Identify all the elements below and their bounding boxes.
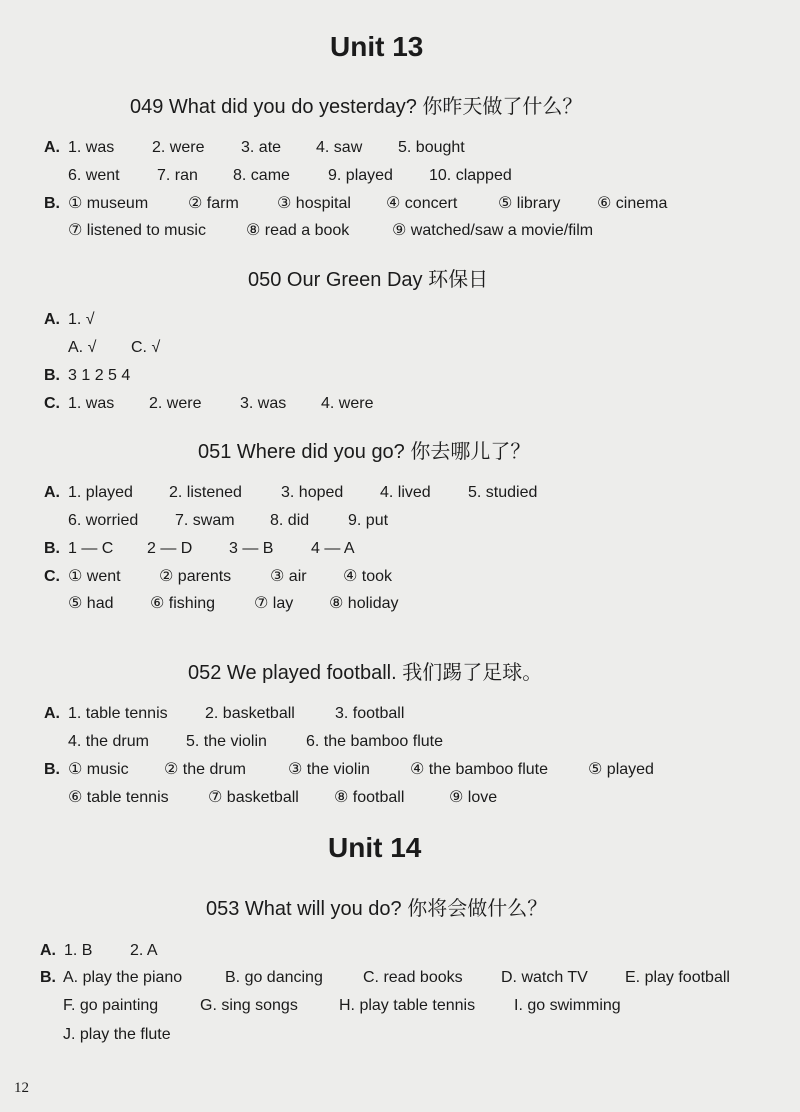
answer-item: 1. played — [68, 484, 133, 501]
answer-item: 3. was — [240, 395, 287, 412]
answer-item: 3 1 2 5 4 — [68, 367, 131, 384]
section-049-b-label: B. — [44, 195, 60, 212]
answer-item: A. √ — [68, 339, 97, 356]
answer-item: C. √ — [131, 339, 161, 356]
answer-item: ⑧ holiday — [329, 595, 399, 612]
answer-item: ① museum — [68, 195, 149, 212]
unit-14-title: Unit 14 — [328, 832, 422, 863]
answer-item: 5. bought — [398, 139, 465, 156]
answer-item: ④ concert — [386, 195, 458, 212]
answer-item: 6. worried — [68, 512, 139, 529]
answer-item: ⑦ listened to music — [68, 222, 206, 239]
section-052-b-label: B. — [44, 761, 60, 778]
answer-item: D. watch TV — [501, 969, 588, 986]
answer-item: 3 — B — [229, 540, 274, 557]
answer-item: 8. did — [270, 512, 310, 529]
section-053-b-label: B. — [40, 969, 56, 986]
section-051-b-label: B. — [44, 540, 60, 557]
answer-item: 2. A — [130, 942, 158, 959]
answer-item: 5. the violin — [186, 733, 267, 750]
answer-item: B. go dancing — [225, 969, 323, 986]
answer-item: 10. clapped — [429, 167, 512, 184]
section-052-a-label: A. — [44, 705, 60, 722]
unit-13-title: Unit 13 — [330, 31, 424, 62]
section-051-a-label: A. — [44, 484, 60, 501]
answer-item: 3. football — [335, 705, 405, 722]
section-050-b-label: B. — [44, 367, 60, 384]
answer-item: 2. were — [152, 139, 205, 156]
answer-item: 6. the bamboo flute — [306, 733, 443, 750]
answer-item: ④ the bamboo flute — [410, 761, 548, 778]
answer-item: ① music — [68, 761, 129, 778]
answer-item: 6. went — [68, 167, 120, 184]
answer-item: C. read books — [363, 969, 463, 986]
answer-item: 1. table tennis — [68, 705, 168, 722]
answer-item: 4 — A — [311, 540, 355, 557]
answer-item: ⑥ fishing — [150, 595, 216, 612]
answer-item: A. play the piano — [63, 969, 183, 986]
answer-item: ⑤ library — [498, 195, 561, 212]
section-052-title: 052 We played football. 我们踢了足球。 — [188, 662, 543, 684]
answer-item: 4. lived — [380, 484, 431, 501]
answer-item: ⑥ cinema — [597, 195, 668, 212]
answer-item: J. play the flute — [63, 1026, 171, 1043]
answer-item: 1. was — [68, 395, 115, 412]
answer-item: ⑨ love — [449, 789, 498, 806]
answer-item: 9. played — [328, 167, 393, 184]
answer-item: 1. √ — [68, 311, 95, 328]
answer-item: ② farm — [188, 195, 239, 212]
answer-item: ⑤ played — [588, 761, 654, 778]
answer-item: 5. studied — [468, 484, 538, 501]
section-049-title: 049 What did you do yesterday? 你昨天做了什么？ — [130, 96, 583, 118]
answer-item: 2. were — [149, 395, 202, 412]
answer-item: I. go swimming — [514, 997, 621, 1014]
answer-item: 2 — D — [147, 540, 193, 557]
answer-item: ⑤ had — [68, 595, 114, 612]
answer-item: ⑨ watched/saw a movie/film — [392, 222, 594, 239]
answer-item: 9. put — [348, 512, 389, 529]
answer-item: ④ took — [343, 568, 393, 585]
answer-item: ⑧ football — [334, 789, 405, 806]
page-number: 12 — [14, 1080, 29, 1096]
answer-item: 3. hoped — [281, 484, 344, 501]
answer-item: 4. saw — [316, 139, 363, 156]
section-051-title: 051 Where did you go? 你去哪儿了？ — [198, 441, 531, 463]
answer-item: ⑥ table tennis — [68, 789, 169, 806]
answer-item: 1. was — [68, 139, 115, 156]
answer-item: 8. came — [233, 167, 290, 184]
answer-item: ② parents — [159, 568, 232, 585]
section-051-c-label: C. — [44, 568, 60, 585]
section-053-title: 053 What will you do? 你将会做什么？ — [206, 898, 548, 920]
section-050-a-label: A. — [44, 311, 60, 328]
answer-item: 4. the drum — [68, 733, 149, 750]
answer-item: 4. were — [321, 395, 374, 412]
answer-item: G. sing songs — [200, 997, 298, 1014]
answer-item: 2. listened — [169, 484, 242, 501]
answer-item: 1. B — [64, 942, 93, 959]
answer-item: ② the drum — [164, 761, 246, 778]
answer-item: 3. ate — [241, 139, 282, 156]
answer-item: 7. ran — [157, 167, 198, 184]
answer-item: ③ hospital — [277, 195, 351, 212]
answer-item: ③ the violin — [288, 761, 370, 778]
answer-item: 1 — C — [68, 540, 114, 557]
answer-item: ③ air — [270, 568, 307, 585]
section-050-c-label: C. — [44, 395, 60, 412]
answer-item: ① went — [68, 568, 121, 585]
answer-item: H. play table tennis — [339, 997, 476, 1014]
answer-item: 2. basketball — [205, 705, 295, 722]
answer-item: ⑦ basketball — [208, 789, 299, 806]
answer-item: ⑦ lay — [254, 595, 294, 612]
section-049-a-label: A. — [44, 139, 60, 156]
answer-item: 7. swam — [175, 512, 235, 529]
section-050-title: 050 Our Green Day 环保日 — [248, 269, 489, 291]
answer-item: ⑧ read a book — [246, 222, 350, 239]
answer-item: F. go painting — [63, 997, 159, 1014]
answer-item: E. play football — [625, 969, 730, 986]
section-053-a-label: A. — [40, 942, 56, 959]
